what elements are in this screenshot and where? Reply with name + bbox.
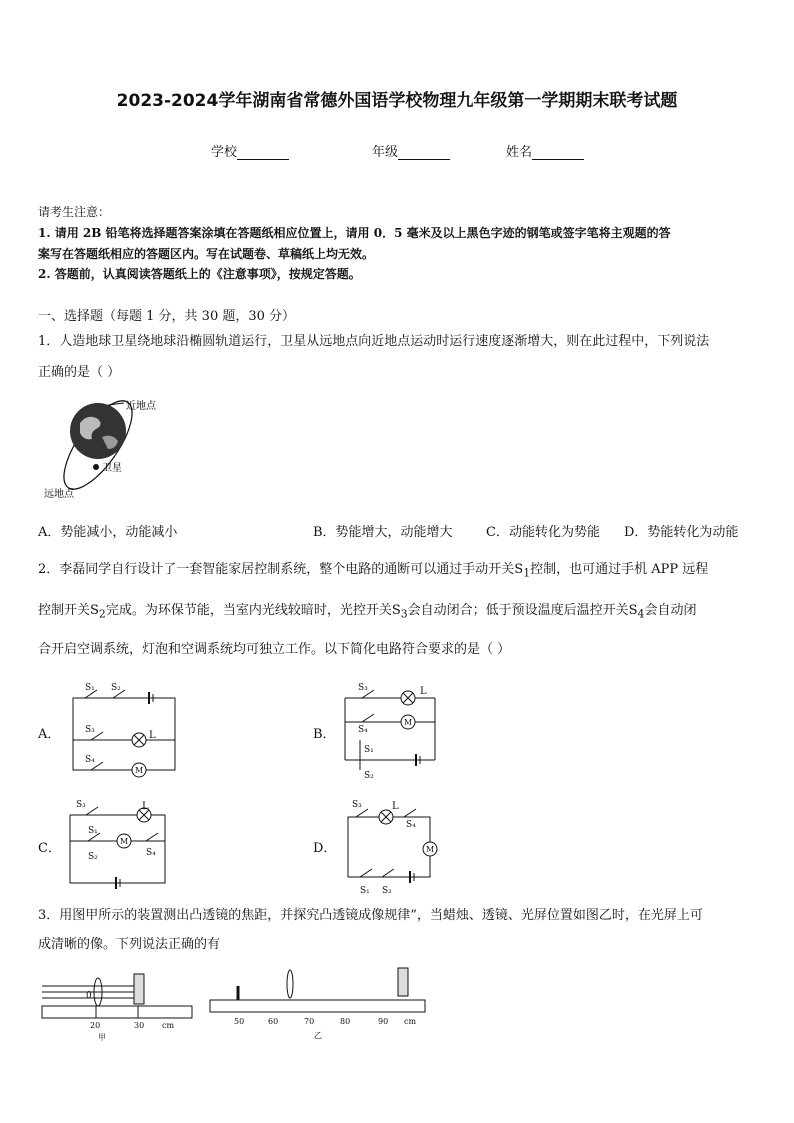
satellite-label: 卫星 [102, 463, 122, 474]
q1-text-line2: 正确的是（ ） [38, 365, 121, 380]
notice-line1b: 案写在答题纸相应的答题区内。写在试题卷、草稿纸上均无效。 [38, 247, 375, 261]
svg-text:M: M [426, 845, 435, 854]
svg-text:S₂: S₂ [111, 683, 121, 693]
svg-text:S₁: S₁ [364, 745, 374, 755]
fig-yi-label: 乙 [314, 1031, 322, 1040]
q3-text-line1: 3．用图甲所示的装置测出凸透镜的焦距，并探究凸透镜成像规律”，当蜡烛、透镜、光屏位置如图乙时，在光屏上可 [38, 908, 703, 923]
svg-text:L: L [392, 801, 399, 812]
svg-text:cm: cm [404, 1017, 417, 1026]
circuit-b [340, 680, 450, 785]
svg-text:50: 50 [234, 1017, 245, 1026]
svg-text:cm: cm [162, 1021, 175, 1030]
svg-text:L: L [149, 730, 156, 741]
name-field [506, 141, 584, 160]
svg-text:S₂: S₂ [88, 852, 98, 862]
q1-option-a[interactable]: A．势能减小，动能减小 [38, 525, 178, 540]
svg-text:S₃: S₃ [352, 800, 362, 810]
circuit-d [342, 797, 442, 897]
circuit-a [65, 680, 185, 780]
school-label: 学校 [211, 145, 238, 160]
svg-text:80: 80 [340, 1017, 351, 1026]
school-blank[interactable] [237, 147, 289, 160]
q3-text-line2: 成清晰的像。下列说法正确的有 [38, 937, 221, 952]
svg-text:30: 30 [134, 1021, 145, 1030]
q2-option-d-label[interactable]: D． [313, 841, 337, 856]
svg-text:S₄: S₄ [85, 755, 95, 765]
q1-text-line1: 1．人造地球卫星绕地球沿椭圆轨道运行，卫星从远地点向近地点运动时运行速度逐渐增大，则在此过程中，下列说法 [38, 334, 710, 349]
near-point-label: 近地点 [126, 401, 156, 412]
svg-text:S₃: S₃ [358, 683, 368, 693]
svg-text:S₁: S₁ [360, 886, 370, 896]
svg-text:20: 20 [90, 1021, 101, 1030]
svg-text:70: 70 [304, 1017, 315, 1026]
q2-option-b-label[interactable]: B． [313, 727, 336, 742]
fig-jia-label: 甲 [98, 1033, 106, 1042]
svg-text:0: 0 [86, 991, 92, 1001]
svg-text:L: L [420, 686, 427, 697]
far-point-label: 远地点 [44, 489, 74, 500]
notice-heading: 请考生注意： [38, 205, 111, 219]
circuit-c [62, 797, 182, 897]
svg-text:S₂: S₂ [382, 886, 392, 896]
svg-text:S₃: S₃ [85, 725, 95, 735]
grade-label: 年级 [372, 145, 399, 160]
svg-text:S₄: S₄ [358, 725, 368, 735]
section-heading: 一、选择题（每题 1 分，共 30 题，30 分） [38, 309, 296, 324]
q1-option-b[interactable]: B．势能增大，动能增大 [313, 525, 453, 540]
svg-text:L: L [142, 801, 149, 812]
svg-text:M: M [404, 718, 413, 727]
svg-text:M: M [120, 837, 129, 846]
grade-blank[interactable] [398, 147, 450, 160]
q2-text-line1: 2．李磊同学自行设计了一套智能家居控制系统，整个电路的通断可以通过手动开关$S_1$控制，也可通过手机 APP 远程 [38, 562, 709, 580]
svg-text:S₃: S₃ [76, 800, 86, 810]
school-field [211, 141, 289, 160]
svg-text:S₂: S₂ [364, 771, 374, 781]
svg-text:S₄: S₄ [146, 848, 156, 858]
q1-orbit-figure [40, 395, 180, 503]
svg-text:60: 60 [268, 1017, 279, 1026]
svg-text:S₄: S₄ [406, 820, 416, 830]
name-label: 姓名 [506, 145, 533, 160]
q2-text-line3: 合开启空调系统，灯泡和空调系统均可独立工作。以下简化电路符合要求的是（ ） [38, 642, 511, 657]
q2-option-a-label[interactable]: A． [38, 727, 61, 742]
notice-line2: 2. 答题前，认真阅读答题纸上的《注意事项》，按规定答题。 [38, 267, 361, 281]
notice-line1: 1. 请用 2B 铅笔将选择题答案涂填在答题纸相应位置上，请用 0．5 毫米及以上黑色字迹的钢笔或签字笔将主观题的答 [38, 226, 671, 240]
svg-text:S₁: S₁ [88, 826, 98, 836]
q1-option-c[interactable]: C．动能转化为势能 [486, 525, 600, 540]
svg-text:M: M [135, 766, 144, 775]
svg-text:S₁: S₁ [85, 683, 95, 693]
q2-text-line2: 控制开关$S_2$完成。为环保节能，当室内光线较暗时，光控开关$S_3$会自动闭合；低于预设温度后温控开关$S_4$会自动闭 [38, 603, 697, 621]
grade-field [372, 141, 450, 160]
q1-option-d[interactable]: D．势能转化为动能 [624, 525, 739, 540]
svg-text:90: 90 [378, 1017, 389, 1026]
page-title: 2023-2024学年湖南省常德外国语学校物理九年级第一学期期末联考试题 [116, 91, 678, 111]
name-blank[interactable] [532, 147, 584, 160]
q2-option-c-label[interactable]: C． [38, 841, 61, 856]
q3-lens-figure [38, 962, 428, 1042]
